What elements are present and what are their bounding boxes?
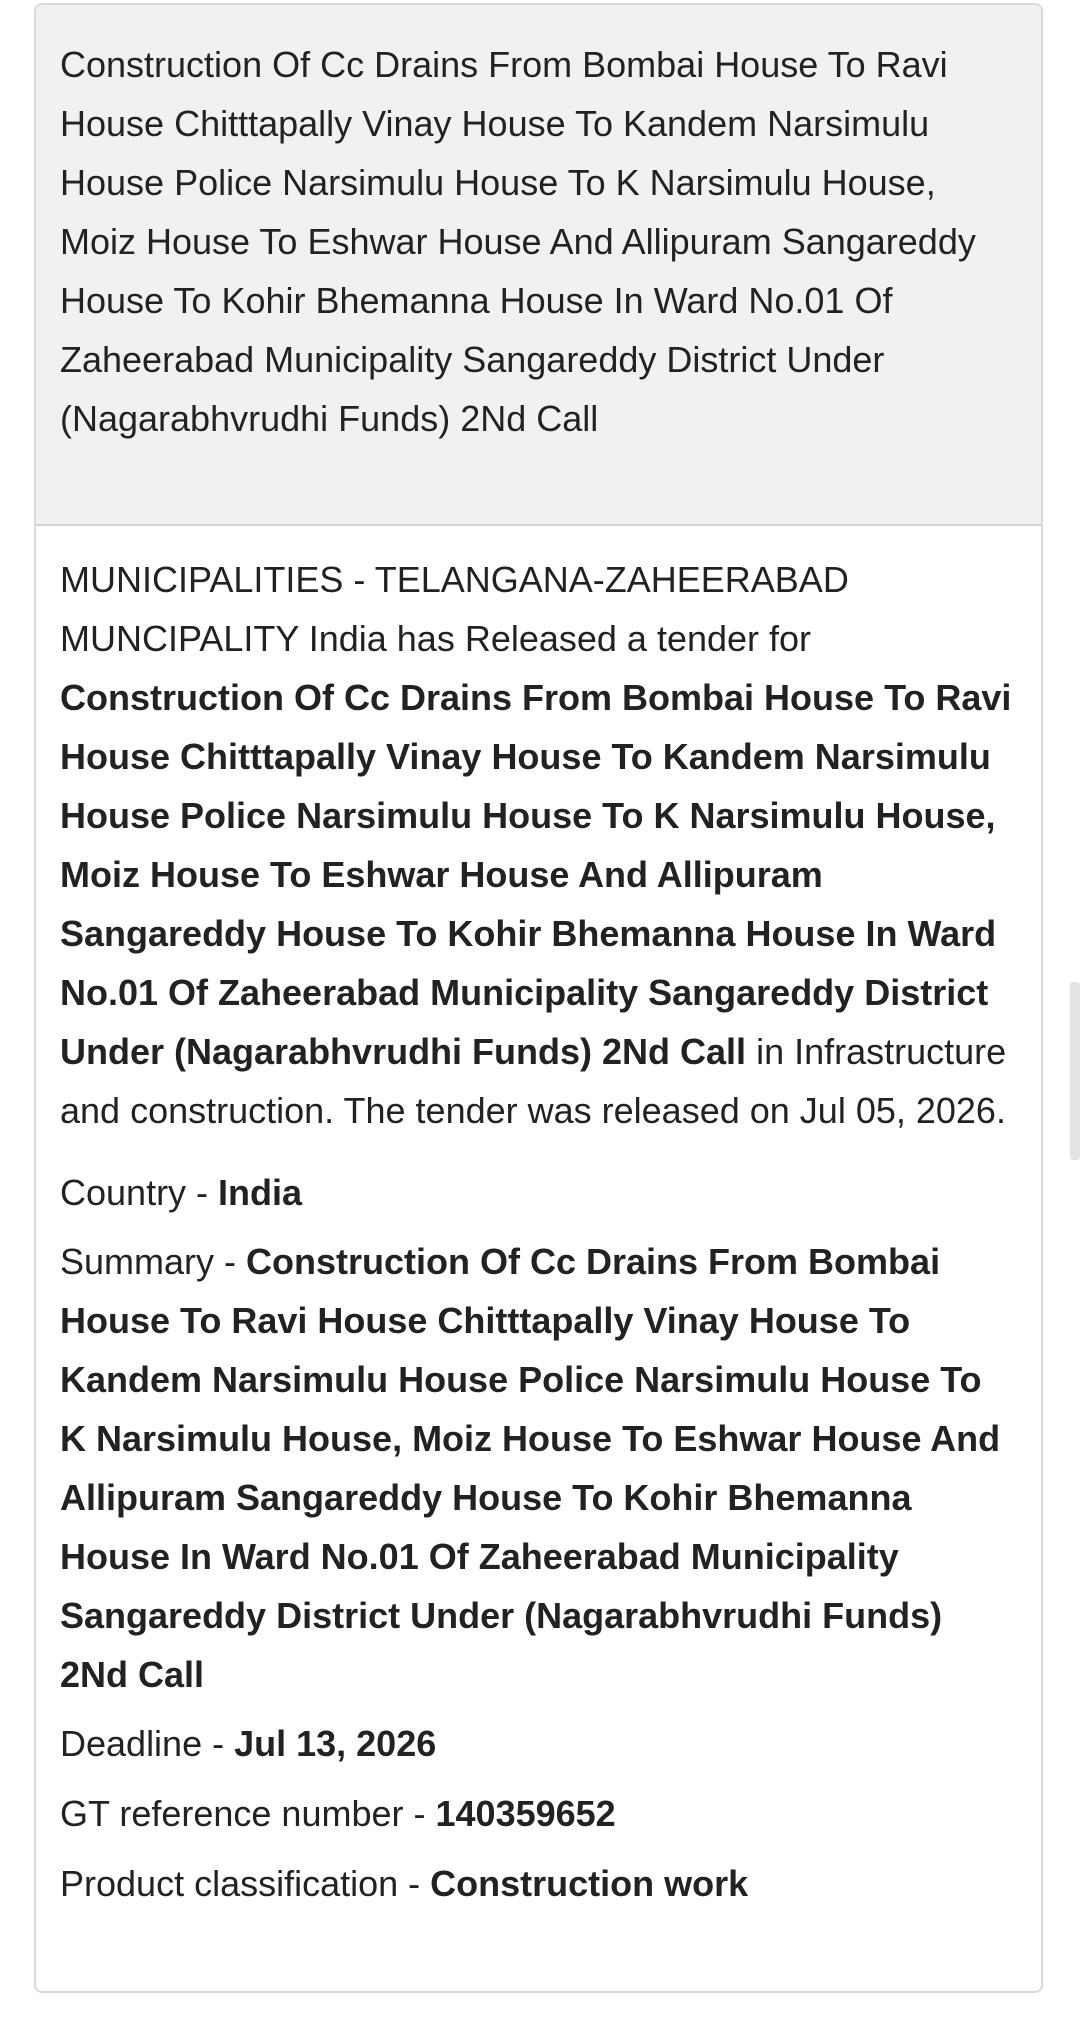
field-product-classification [60,1854,1017,1913]
field-deadline-value: Jul 13, 2026 [234,1723,437,1764]
intro-subject: Construction Of Cc Drains From Bombai House To Ravi House Chitttapally Vinay House To Kandem Narsimulu House Police Narsimulu House To K Narsimulu House, Moiz House To Eshwar House And Allipuram Sangareddy House To Kohir Bhemanna House In Ward No.01 Of Zaheerabad Municipality Sangareddy District Under (Nagarabhvrudhi Funds) 2Nd Call [60,677,1012,1072]
tender-card [34,3,1043,1993]
field-country [60,1163,1017,1222]
scrollbar-thumb[interactable] [1070,982,1080,1160]
field-product-classification-label: Product classification - [60,1863,431,1904]
intro-tail: in Infrastructure and construction. The tender was released on Jul 05, 2026. [60,1031,1007,1131]
field-summary-value: Construction Of Cc Drains From Bombai House To Ravi House Chitttapally Vinay House To Kandem Narsimulu House Police Narsimulu House To K Narsimulu House, Moiz House To Eshwar House And Allipuram Sangareddy House To Kohir Bhemanna House In Ward No.01 Of Zaheerabad Municipality Sangareddy District Under (Nagarabhvrudhi Funds) 2Nd Call [60,1241,1001,1695]
field-deadline-label: Deadline - [60,1723,235,1764]
field-summary [60,1232,1017,1704]
field-country-value: India [218,1172,303,1213]
field-gt-reference-label: GT reference number - [60,1793,436,1834]
field-summary-label: Summary - [60,1241,247,1282]
tender-title: Construction Of Cc Drains From Bombai House To Ravi House Chitttapally Vinay House To Kandem Narsimulu House Police Narsimulu House To K Narsimulu House, Moiz House To Eshwar House And Allipuram Sangareddy House To Kohir Bhemanna House In Ward No.01 Of Zaheerabad Municipality Sangareddy District Under (Nagarabhvrudhi Funds) 2Nd Call [36,5,1041,526]
tender-intro [60,550,1017,1140]
field-deadline [60,1714,1017,1773]
field-gt-reference [60,1784,1017,1843]
intro-issuer: MUNICIPALITIES - TELANGANA-ZAHEERABAD MUNCIPALITY India has Released a tender for [60,559,849,659]
field-gt-reference-value: 140359652 [435,1793,616,1834]
field-product-classification-value: Construction work [430,1863,749,1904]
tender-details [36,526,1041,1913]
field-country-label: Country - [60,1172,219,1213]
